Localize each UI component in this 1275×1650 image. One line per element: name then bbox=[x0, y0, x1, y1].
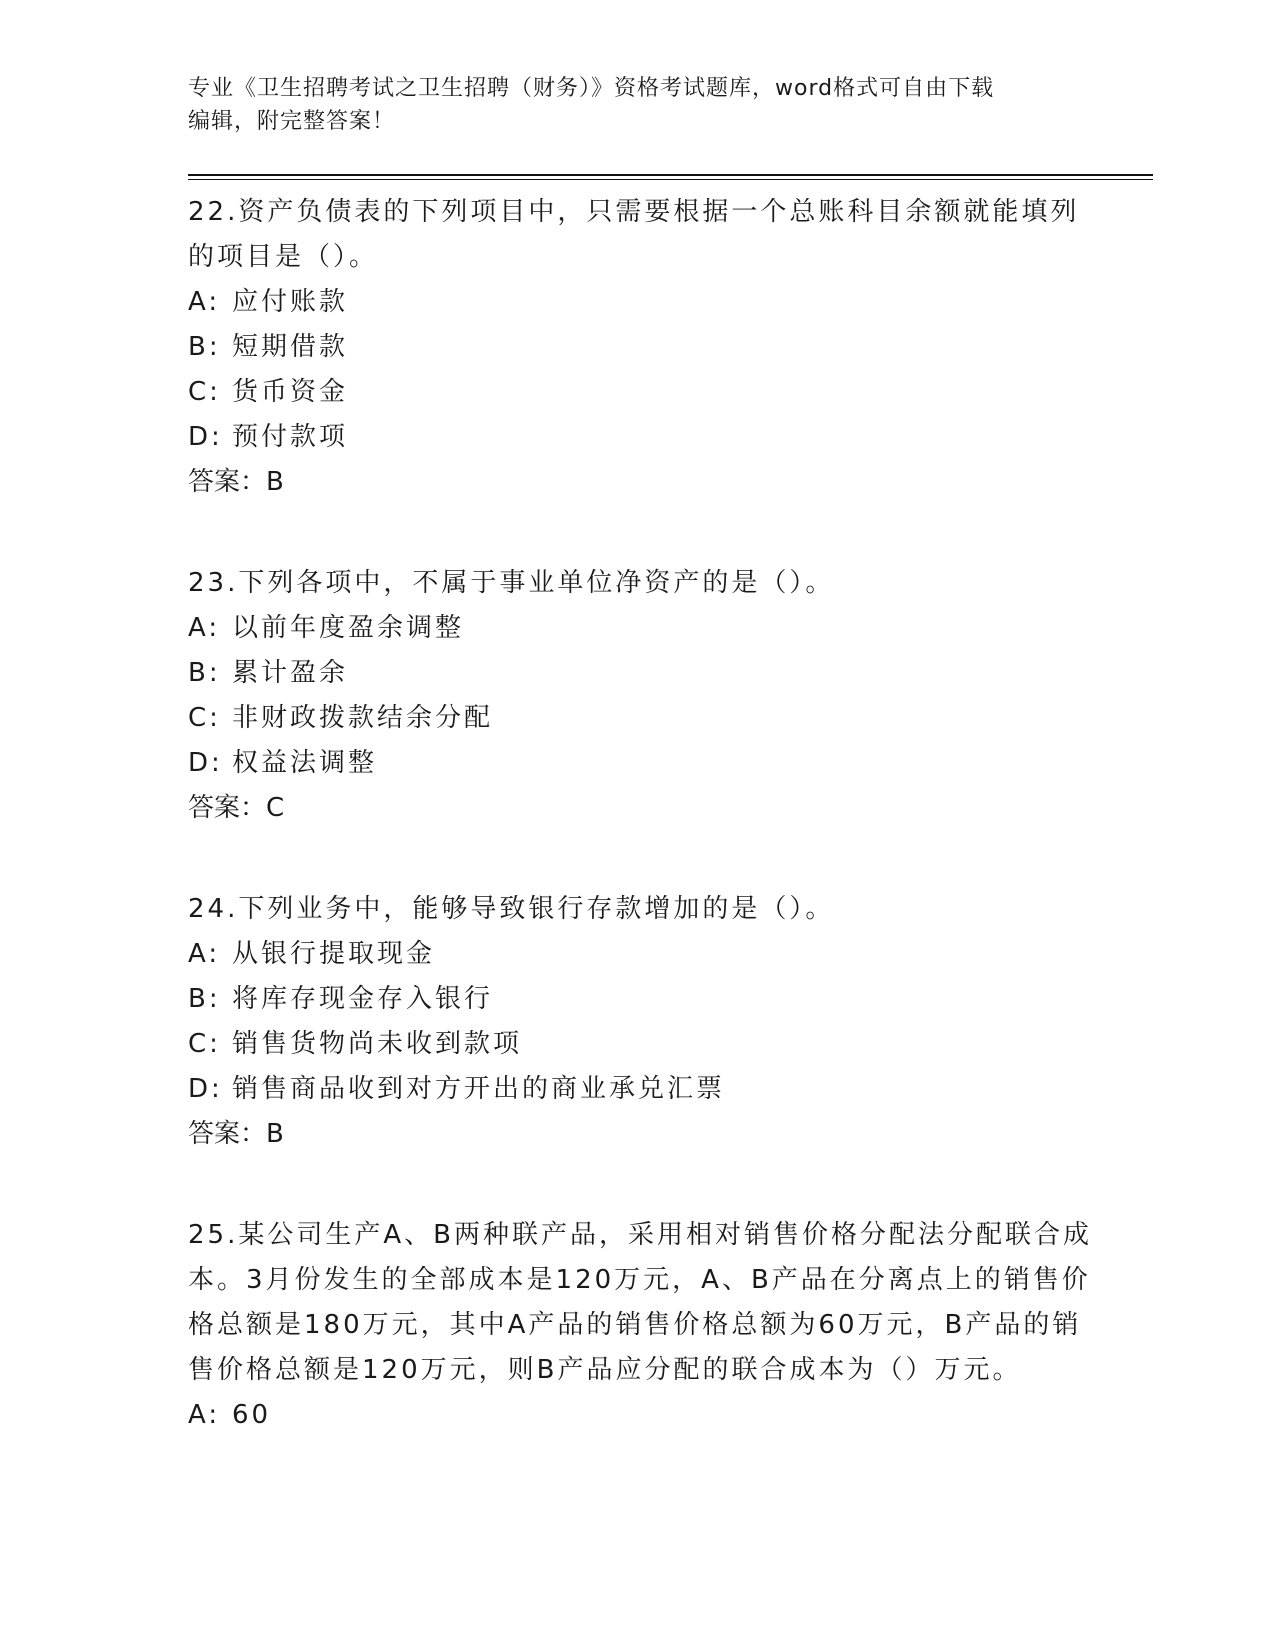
option-d bbox=[188, 415, 1158, 460]
option-b bbox=[188, 325, 1158, 370]
option-text: 将库存现金存入银行 bbox=[232, 984, 494, 1014]
document-page bbox=[188, 72, 1158, 1438]
document-header-line-1: 专业《卫生招聘考试之卫生招聘（财务）》资格考试题库，word格式可自由下载 bbox=[188, 76, 995, 101]
option-text: 累计盈余 bbox=[232, 658, 349, 688]
question-stem: 24.下列业务中，能够导致银行存款增加的是（）。 bbox=[188, 894, 835, 924]
option-c bbox=[188, 696, 1158, 741]
option-text: 非财政拨款结余分配 bbox=[232, 703, 494, 733]
answer-line: 答案：B bbox=[188, 1119, 284, 1149]
option-key: D: bbox=[188, 422, 223, 452]
divider-thin bbox=[188, 179, 1153, 180]
question-stem: 23.下列各项中，不属于事业单位净资产的是（）。 bbox=[188, 568, 835, 598]
option-key: A: bbox=[188, 287, 221, 317]
option-text: 货币资金 bbox=[232, 377, 349, 407]
option-a bbox=[188, 606, 1158, 651]
question-stem: 22.资产负债表的下列项目中，只需要根据一个总账科目余额就能填列的项目是（）。 bbox=[188, 197, 1080, 272]
option-key: B: bbox=[188, 332, 221, 362]
answer-line: 答案：B bbox=[188, 467, 284, 497]
option-key: A: bbox=[188, 1400, 221, 1430]
option-key: B: bbox=[188, 658, 221, 688]
option-key: D: bbox=[188, 748, 223, 778]
option-c bbox=[188, 370, 1158, 415]
option-text: 从银行提取现金 bbox=[232, 939, 436, 969]
option-text: 以前年度盈余调整 bbox=[232, 613, 465, 643]
question-22 bbox=[188, 190, 1158, 505]
option-text: 销售货物尚未收到款项 bbox=[232, 1029, 523, 1059]
option-text: 销售商品收到对方开出的商业承兑汇票 bbox=[232, 1074, 726, 1104]
option-text: 权益法调整 bbox=[232, 748, 378, 778]
header-divider bbox=[188, 174, 1153, 180]
option-key: C: bbox=[188, 703, 221, 733]
question-24 bbox=[188, 887, 1158, 1157]
option-key: A: bbox=[188, 613, 221, 643]
option-key: C: bbox=[188, 1029, 221, 1059]
option-text: 预付款项 bbox=[232, 422, 349, 452]
option-a bbox=[188, 1393, 1158, 1438]
option-text: 60 bbox=[232, 1400, 272, 1430]
option-d bbox=[188, 1067, 1158, 1112]
option-a bbox=[188, 280, 1158, 325]
option-key: B: bbox=[188, 984, 221, 1014]
option-text: 短期借款 bbox=[232, 332, 349, 362]
question-25 bbox=[188, 1213, 1158, 1438]
option-key: D: bbox=[188, 1074, 223, 1104]
option-c bbox=[188, 1022, 1158, 1067]
option-b bbox=[188, 651, 1158, 696]
option-a bbox=[188, 932, 1158, 977]
option-b bbox=[188, 977, 1158, 1022]
option-text: 应付账款 bbox=[232, 287, 349, 317]
option-d bbox=[188, 741, 1158, 786]
question-stem: 25.某公司生产A、B两种联产品，采用相对销售价格分配法分配联合成本。3月份发生的全部成本是120万元，A、B产品在分离点上的销售价格总额是180万元，其中A产品的销售价格总额为60万元，B产品的销售价格总额是120万元，则B产品应分配的联合成本为（）万元。 bbox=[188, 1220, 1092, 1385]
divider-thick bbox=[188, 174, 1153, 176]
option-key: A: bbox=[188, 939, 221, 969]
question-23 bbox=[188, 561, 1158, 831]
document-header-line-2: 编辑，附完整答案！ bbox=[188, 109, 396, 134]
answer-line: 答案：C bbox=[188, 793, 285, 823]
option-key: C: bbox=[188, 377, 221, 407]
